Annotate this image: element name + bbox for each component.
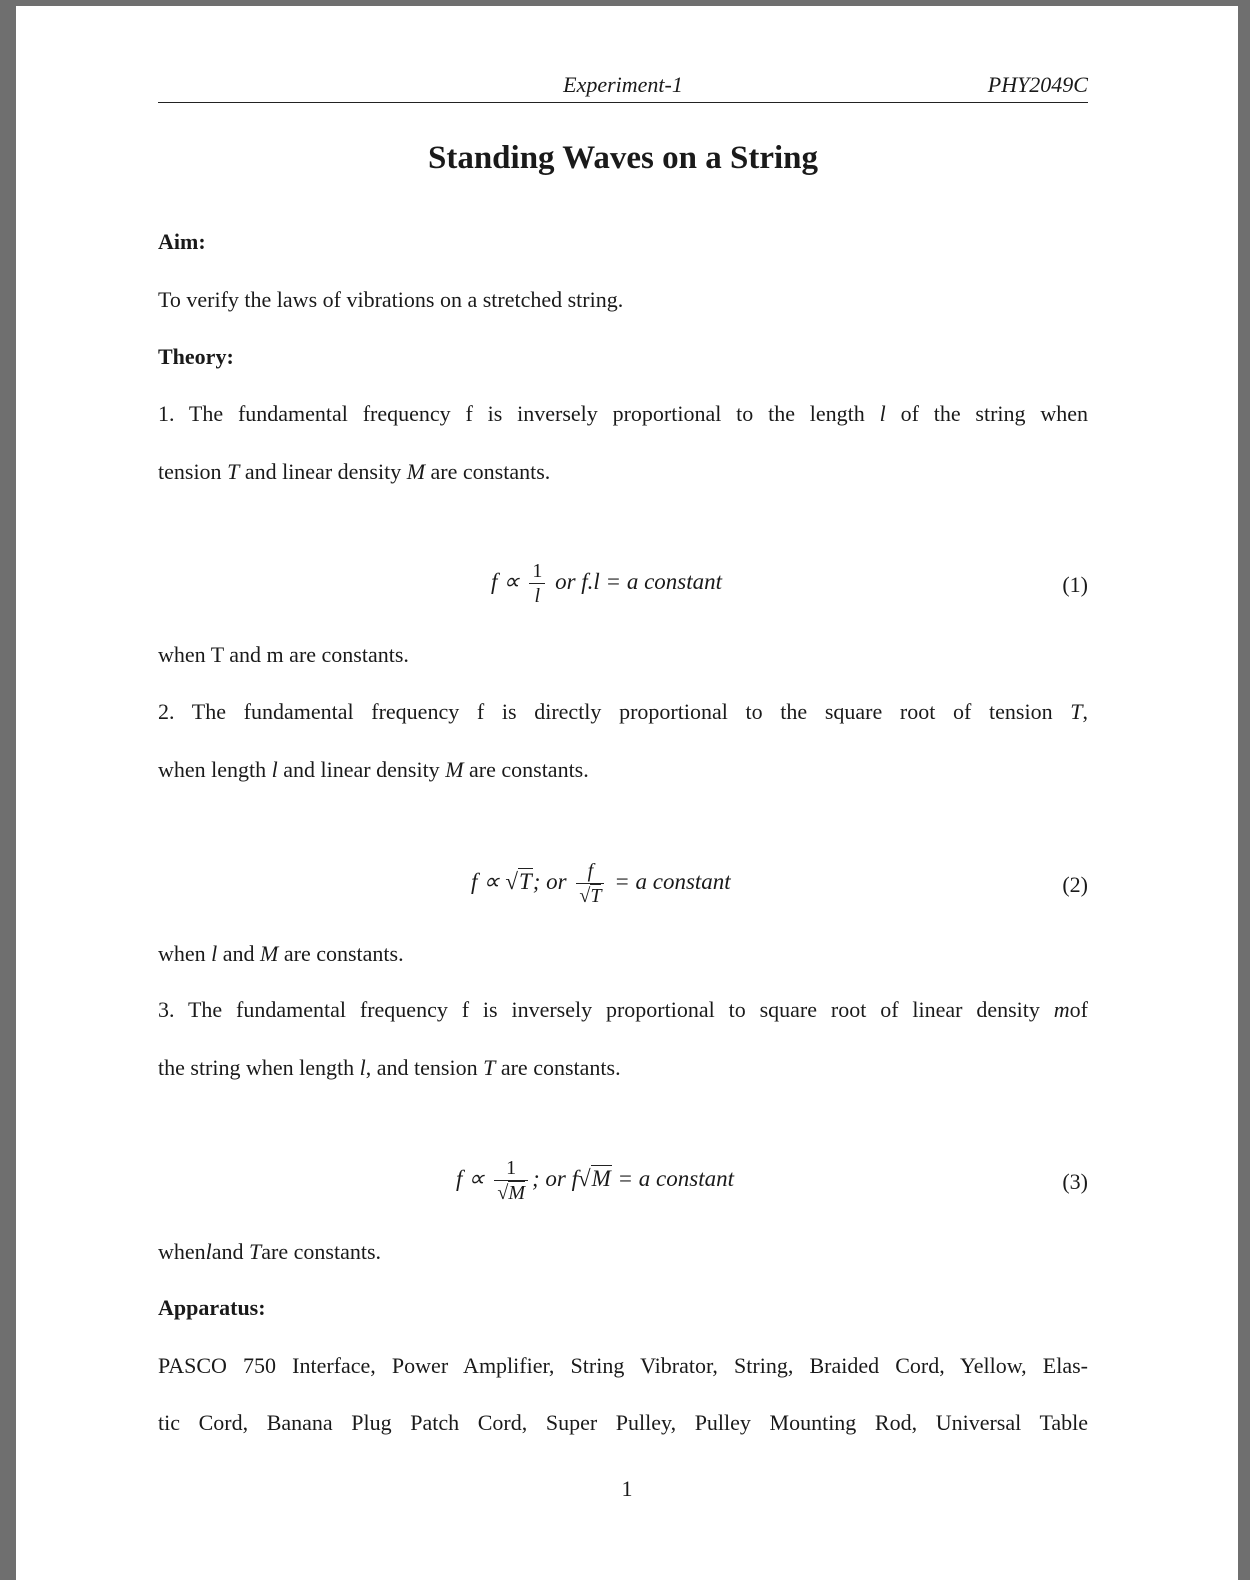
law2-after [158, 941, 1088, 967]
law2-var-T: T [1070, 699, 1083, 724]
law1-var-T: T [227, 459, 240, 484]
eq3-rhs: = a constant [617, 1165, 734, 1191]
eq1-numerator: 1 [529, 559, 545, 584]
eq3-radicand: M [591, 1165, 611, 1191]
equation-1 [491, 559, 722, 608]
law2-var-l: l [271, 757, 278, 782]
law3-var-m: m [1053, 997, 1070, 1022]
law2-after-text-c: are constants. [278, 941, 404, 966]
law3-line2 [158, 1055, 1088, 1081]
eq1-rhs: or f.l = a constant [555, 568, 723, 594]
equation-3-number: (3) [1062, 1169, 1088, 1194]
eq3-denominator: √M [497, 1182, 525, 1204]
law2-line2-text-b: and linear density [277, 757, 446, 782]
eq3-fraction [494, 1156, 528, 1205]
apparatus-heading: Apparatus: [158, 1295, 266, 1320]
law3-text-cont: of [1069, 997, 1088, 1022]
document-page [16, 6, 1238, 1580]
eq2-rhs: = a constant [614, 868, 731, 894]
aim-heading: Aim: [158, 229, 206, 254]
eq2-or: ; or [532, 868, 567, 894]
running-header [158, 72, 1088, 103]
law2-after-var-M: M [260, 941, 279, 966]
law1-text-cont: of the string when [885, 401, 1089, 426]
law2-var-M: M [445, 757, 464, 782]
apparatus-line1: PASCO 750 Interface, Power Amplifier, String Vibrator, String, Braided Cord, Yellow, Elas- [158, 1353, 1088, 1378]
eq2-sqrt: √T [505, 868, 532, 894]
eq2-radicand: T [518, 868, 532, 894]
law3-after-text-b: and [211, 1239, 250, 1264]
law3-after-text-c: are constants. [261, 1239, 382, 1264]
eq3-den-radicand: M [508, 1182, 525, 1204]
law1-line2-text-b: and linear density [239, 459, 407, 484]
law1-var-l: l [879, 401, 886, 426]
law2-line2-text-c: are constants. [463, 757, 589, 782]
law2-after-text-b: and [217, 941, 261, 966]
eq1-denominator: l [534, 585, 541, 607]
eq2-lhs: f ∝ [471, 868, 506, 894]
law1-line2-text: tension [158, 459, 228, 484]
eq2-numerator: f [576, 859, 604, 884]
law2-text: 2. The fundamental frequency f is directly proportional to the square root of tension [158, 699, 1071, 724]
eq2-fraction [576, 859, 604, 908]
eq1-fraction [529, 559, 545, 608]
equation-2 [471, 859, 731, 908]
law3-after [158, 1239, 1088, 1265]
law2-after-var-l: l [211, 941, 218, 966]
law1-text: 1. The fundamental frequency f is inversely proportional to the length [158, 401, 880, 426]
law3-line1 [158, 997, 1088, 1023]
law1-line2-text-c: are constants. [425, 459, 551, 484]
document-title: Standing Waves on a String [427, 140, 818, 176]
law2-line1 [158, 699, 1088, 725]
law2-line2-text: when length [158, 757, 272, 782]
header-course-code: PHY2049C [987, 72, 1088, 97]
law2-after-text: when [158, 941, 212, 966]
equation-1-number: (1) [1062, 572, 1088, 597]
law1-line2 [158, 459, 1088, 485]
eq1-lhs: f ∝ [491, 568, 520, 594]
page-number: 1 [621, 1476, 633, 1501]
eq2-den-radicand: T [590, 885, 602, 907]
law3-after-var-l: l [205, 1239, 212, 1264]
equation-2-number: (2) [1062, 872, 1088, 897]
eq3-numerator: 1 [494, 1156, 528, 1181]
eq3-or: ; or f [531, 1165, 578, 1191]
law2-line2 [158, 757, 1088, 783]
aim-text: To verify the laws of vibrations on a stretched string. [158, 287, 624, 312]
header-experiment: Experiment-1 [563, 72, 683, 97]
law3-var-l: l [359, 1055, 366, 1080]
eq3-sqrt: √M [577, 1165, 611, 1191]
eq2-denominator: √T [579, 885, 602, 907]
eq3-lhs: f ∝ [456, 1165, 485, 1191]
law1-var-M: M [406, 459, 426, 484]
law1-line1 [158, 401, 1088, 427]
law3-line2-text-b: , and tension [365, 1055, 484, 1080]
law3-text: 3. The fundamental frequency f is inversely proportional to square root of linear density [158, 997, 1054, 1022]
law3-var-T: T [483, 1055, 496, 1080]
law3-after-var-T: T [249, 1239, 262, 1264]
law3-after-text: when [158, 1239, 206, 1264]
apparatus-line2: tic Cord, Banana Plug Patch Cord, Super Pulley, Pulley Mounting Rod, Universal Table [158, 1410, 1088, 1435]
theory-heading: Theory: [158, 344, 234, 369]
law2-text-cont: , [1082, 699, 1088, 724]
law3-line2-text-c: are constants. [495, 1055, 621, 1080]
equation-3 [456, 1156, 734, 1205]
law3-line2-text: the string when length [158, 1055, 360, 1080]
law1-after: when T and m are constants. [158, 642, 409, 667]
